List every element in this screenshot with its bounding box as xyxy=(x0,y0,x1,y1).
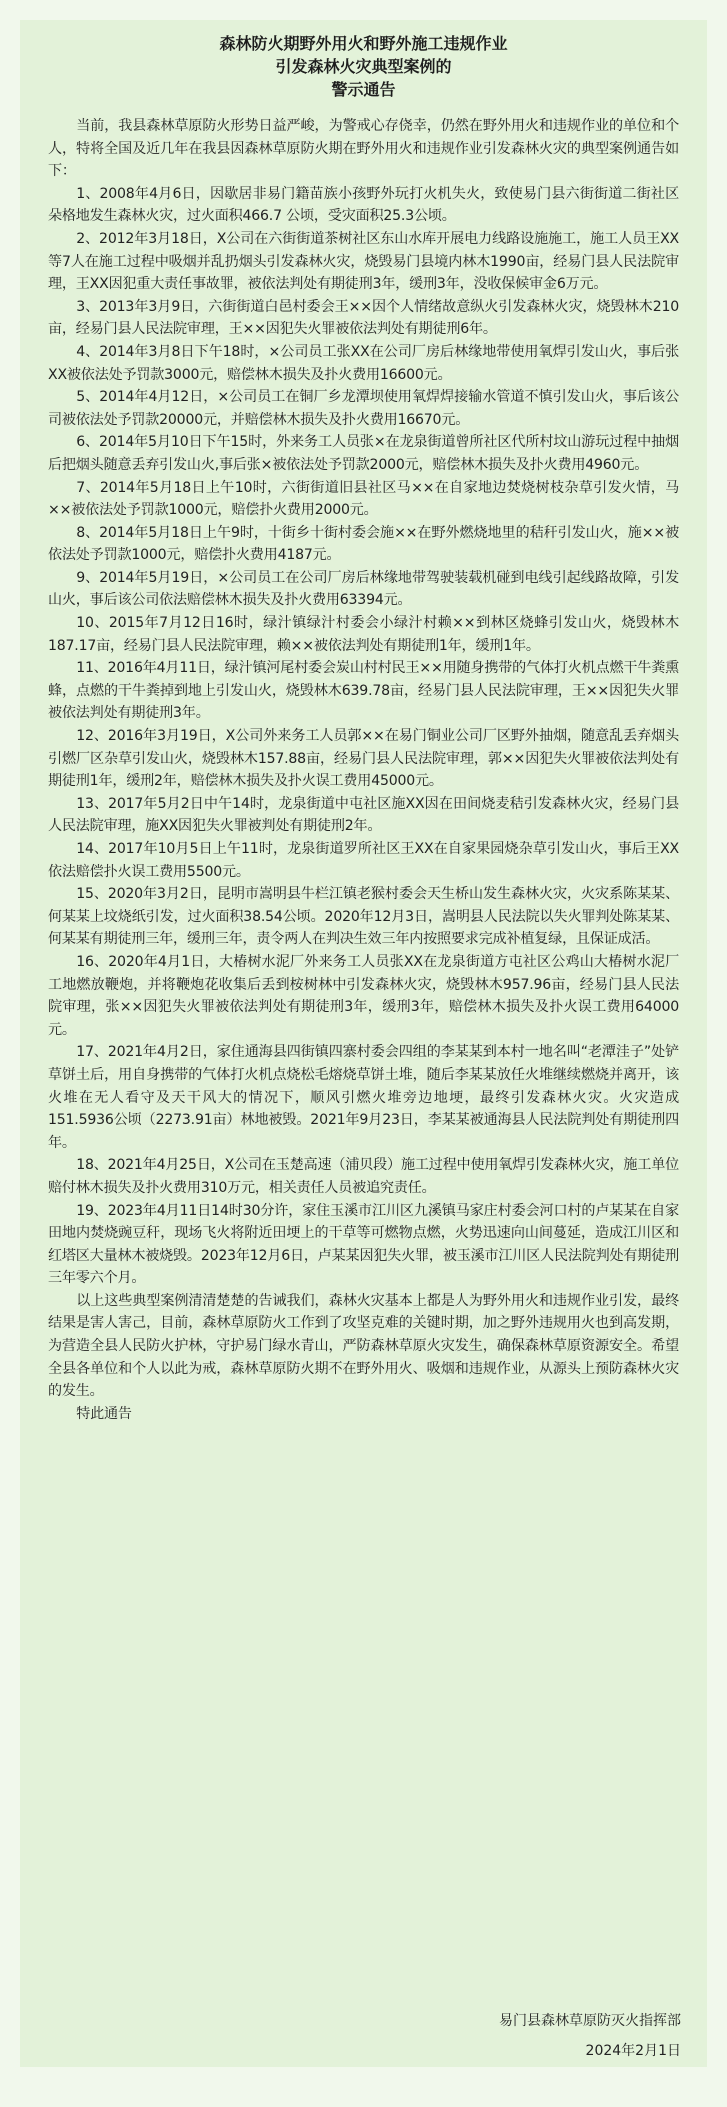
case-item: 5、2014年4月12日，×公司员工在铜厂乡龙潭坝使用氧焊焊接输水管道不慎引发山火，事后该公司被依法处予罚款20000元，并赔偿林木损失及扑火费用16670元。 xyxy=(48,389,679,428)
case-item: 11、2016年4月11日，绿汁镇河尾村委会炭山村村民王××用随身携带的气体打火机点燃干牛粪熏蜂，点燃的干牛粪掉到地上引发山火，烧毁林木639.78亩，经易门县人民法院审理，王××因犯失火罪被依法判处有期徒刑3年。 xyxy=(48,660,679,722)
case-item: 17、2021年4月2日，家住通海县四街镇四寨村委会四组的李某某到本村一地名叫“老潭洼子”处铲草饼土后，用自身携带的气体打火机点烧松毛熔烧草饼土堆，随后李某某放任火堆继续燃烧并离开，该火堆在无人看守及天干风大的情况下，顺风引燃火堆旁边地埂，最终引发森林火灾。火灾造成151.5936公顷（2273.91亩）林地被毁。2021年9月23日，李某某被通海县人民法院判处有期徒刑四年。 xyxy=(48,1044,679,1151)
case-item: 16、2020年4月1日，大椿树水泥厂外来务工人员张XX在龙泉街道方屯社区公鸡山大椿树水泥厂工地燃放鞭炮，并将鞭炮花收集后丢到桉树林中引发森林火灾，烧毁林木957.96亩，经易门县人民法院审理，张××因犯失火罪被依法判处有期徒刑3年，缓刑3年，赔偿林木损失及扑火误工费用64000元。 xyxy=(48,953,679,1038)
case-item: 13、2017年5月2日中午14时，龙泉街道中屯社区施XX因在田间烧麦秸引发森林火灾，经易门县人民法院审理，施XX因犯失火罪被判处有期徒刑2年。 xyxy=(48,795,679,835)
case-item: 6、2014年5月10日下午15时，外来务工人员张×在龙泉街道曾所社区代所村坟山游玩过程中抽烟后把烟头随意丢弃引发山火,事后张×被依法处予罚款2000元，赔偿林木损失及扑火费用4960元。 xyxy=(48,434,679,473)
case-item: 4、2014年3月8日下午18时，×公司员工张XX在公司厂房后林缘地带使用氧焊引发山火，事后张XX被依法处予罚款3000元，赔偿林木损失及扑火费用16600元。 xyxy=(48,343,679,383)
case-item: 2、2012年3月18日，X公司在六街街道茶树社区东山水库开展电力线路设施施工，施工人员王XX等7人在施工过程中吸烟并乱扔烟头引发森林火灾，烧毁易门县境内林木1990亩，经易门县人民法院审理，王XX因犯重大责任事故罪，被依法判处有期徒刑3年，缓刑3年，没收保候审金6万元。 xyxy=(48,230,679,293)
signature-organization: 易门县森林草原防灭火指挥部 xyxy=(499,2013,681,2030)
title-line-2: 引发森林火灾典型案例的 xyxy=(275,57,452,76)
case-item: 3、2013年3月9日，六街街道白邑村委会王××因个人情绪故意纵火引发森林火灾，烧毁林木210亩，经易门县人民法院审理，王××因犯失火罪被依法判处有期徒刑6年。 xyxy=(48,298,679,338)
case-item: 18、2021年4月25日，X公司在玉楚高速（浦贝段）施工过程中使用氧焊引发森林火灾，施工单位赔付林木损失及扑火费用310万元，相关责任人员被追究责任。 xyxy=(48,1157,679,1196)
case-item: 14、2017年10月5日上午11时，龙泉街道罗所社区王XX在自家果园烧杂草引发山火，事后王XX依法赔偿扑火误工费用5500元。 xyxy=(48,841,679,880)
notice-statement: 特此通告 xyxy=(76,1405,132,1422)
signature-date: 2024年2月1日 xyxy=(585,2043,681,2060)
case-item: 9、2014年5月19日，×公司员工在公司厂房后林缘地带驾驶装载机碰到电线引起线路故障，引发山火，事后该公司依法赔偿林木损失及扑火费用63394元。 xyxy=(48,569,679,609)
case-item: 1、2008年4月6日，因歇居非易门籍苗族小孩野外玩打火机失火，致使易门县六街街道二街社区朵格地发生森林火灾，过火面积466.7 公顷，受灾面积25.3公顷。 xyxy=(48,185,679,225)
title-line-3: 警示通告 xyxy=(331,80,396,99)
case-item: 8、2014年5月18日上午9时，十街乡十街村委会施××在野外燃烧地里的秸秆引发山火，施××被依法处予罚款1000元，赔偿扑火费用4187元。 xyxy=(48,524,679,564)
notice-document xyxy=(20,20,707,2067)
title-line-1: 森林防火期野外用火和野外施工违规作业 xyxy=(219,34,508,53)
case-item: 15、2020年3月2日，昆明市嵩明县牛栏江镇老猴村委会天生桥山发生森林火灾，火灾系陈某某、何某某上坟烧纸引发，过火面积38.54公顷。2020年12月3日，嵩明县人民法院以失火罪判处陈某某、何某某有期徒刑三年，缓刑三年，责令两人在判决生效三年内按照要求完成补植复绿，且保证成活。 xyxy=(48,886,679,948)
case-item: 12、2016年3月19日，X公司外来务工人员郭××在易门铜业公司厂区野外抽烟，随意乱丢弃烟头引燃厂区杂草引发山火，烧毁林木157.88亩，经易门县人民法院审理，郭××因犯失火罪被依法判处有期徒刑1年，缓刑2年，赔偿林木损失及扑火误工费用45000元。 xyxy=(48,728,679,790)
case-item: 7、2014年5月18日上午10时，六街街道旧县社区马××在自家地边焚烧树枝杂草引发火情，马××被依法处予罚款1000元，赔偿扑火费用2000元。 xyxy=(48,479,679,519)
intro-paragraph: 当前，我县森林草原防火形势日益严峻，为警戒心存侥幸，仍然在野外用火和违规作业的单位和个人，特将全国及近几年在我县因森林草原防火期在野外用火和违规作业引发森林火灾的典型案例通告如下： xyxy=(48,118,679,180)
closing-paragraph: 以上这些典型案例清清楚楚的告诫我们，森林火灾基本上都是人为野外用火和违规作业引发，最终结果是害人害己，目前，森林草原防火工作到了攻坚克难的关键时期，加之野外违规用火也到高发期，为营造全县人民防火护林，守护易门绿水青山，严防森林草原火灾发生，确保森林草原资源安全。希望全县各单位和个人以此为戒，森林草原防火期不在野外用火、吸烟和违规作业，从源头上预防森林火灾的发生。 xyxy=(48,1292,679,1400)
case-item: 10、2015年7月12日16时，绿汁镇绿汁村委会小绿汁村赖××到林区烧蜂引发山火，烧毁林木187.17亩，经易门县人民法院审理，赖××被依法判处有期徒刑1年，缓刑1年。 xyxy=(48,615,679,654)
document-title xyxy=(48,32,679,101)
case-item: 19、2023年4月11日14时30分许，家住玉溪市江川区九溪镇马家庄村委会河口村的卢某某在自家田地内焚烧豌豆秆，现场飞火将附近田埂上的干草等可燃物点燃，火势迅速向山间蔓延，造成江川区和红塔区大量林木被烧毁。2023年12月6日，卢某某因犯失火罪，被玉溪市江川区人民法院判处有期徒刑三年零六个月。 xyxy=(48,1202,680,1287)
